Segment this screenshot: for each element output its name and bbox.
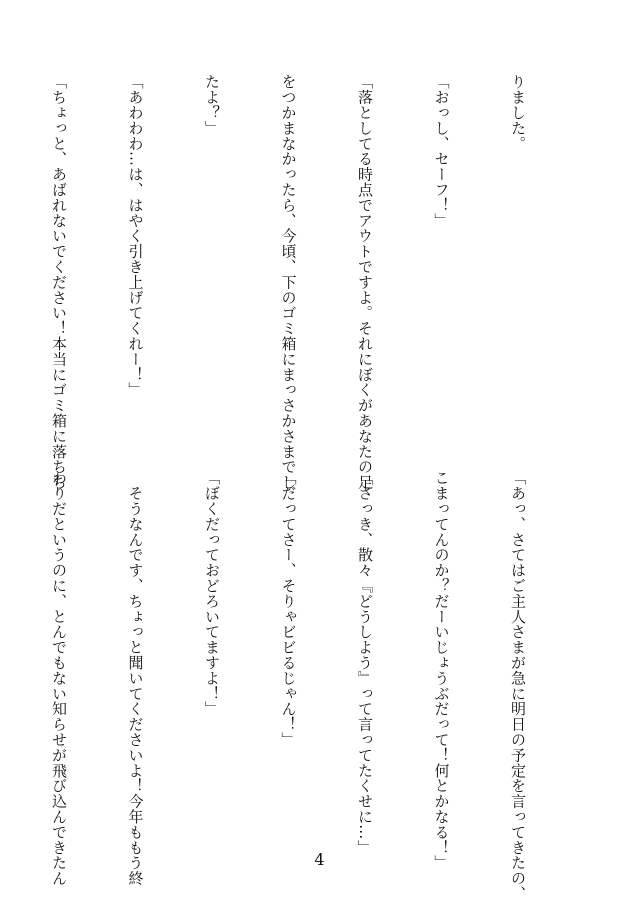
text-column: たよ？」 (203, 74, 221, 136)
text-column: をつかまなかったら、今頃、下のゴミ箱にまっさかさまでし (279, 74, 298, 490)
text-column: 「ちょっと、あばれないでください！本当にゴミ箱に落ちち (50, 74, 68, 490)
text-column: 「ぼくだっておどろいてますよ！」 (203, 470, 221, 717)
text-column: 「あわわわ…は、はやく引き上げてくれー！」 (126, 74, 145, 398)
text-column: りました。 (509, 74, 527, 151)
text-column: わりだというのに、とんでもない知らせが飛び込んできたん (50, 470, 68, 886)
text-column: 「さっき、散々『どうしよう』って言ってたくせに…」 (356, 470, 374, 855)
text-column: 「おっし、セーフ！」 (432, 74, 451, 228)
text-column: そうなんです、ちょっと聞いてくださいよ！今年ももう終 (126, 470, 145, 886)
text-column: 「だってさー、そりゃビビるじゃん！」 (279, 470, 298, 748)
text-column: 「あっ、さてはご主人さまが急に明日の予定を言ってきたの、 (509, 470, 527, 902)
lower-text-block (50, 470, 581, 902)
upper-text-block (50, 74, 581, 490)
text-column: 「落としてる時点でアウトですよ。それにぼくがあなたの足 (356, 74, 374, 490)
text-column: こまってんのか？だーいじょうぶだって！何とかなる！」 (432, 470, 451, 871)
page-number: 4 (314, 850, 325, 869)
